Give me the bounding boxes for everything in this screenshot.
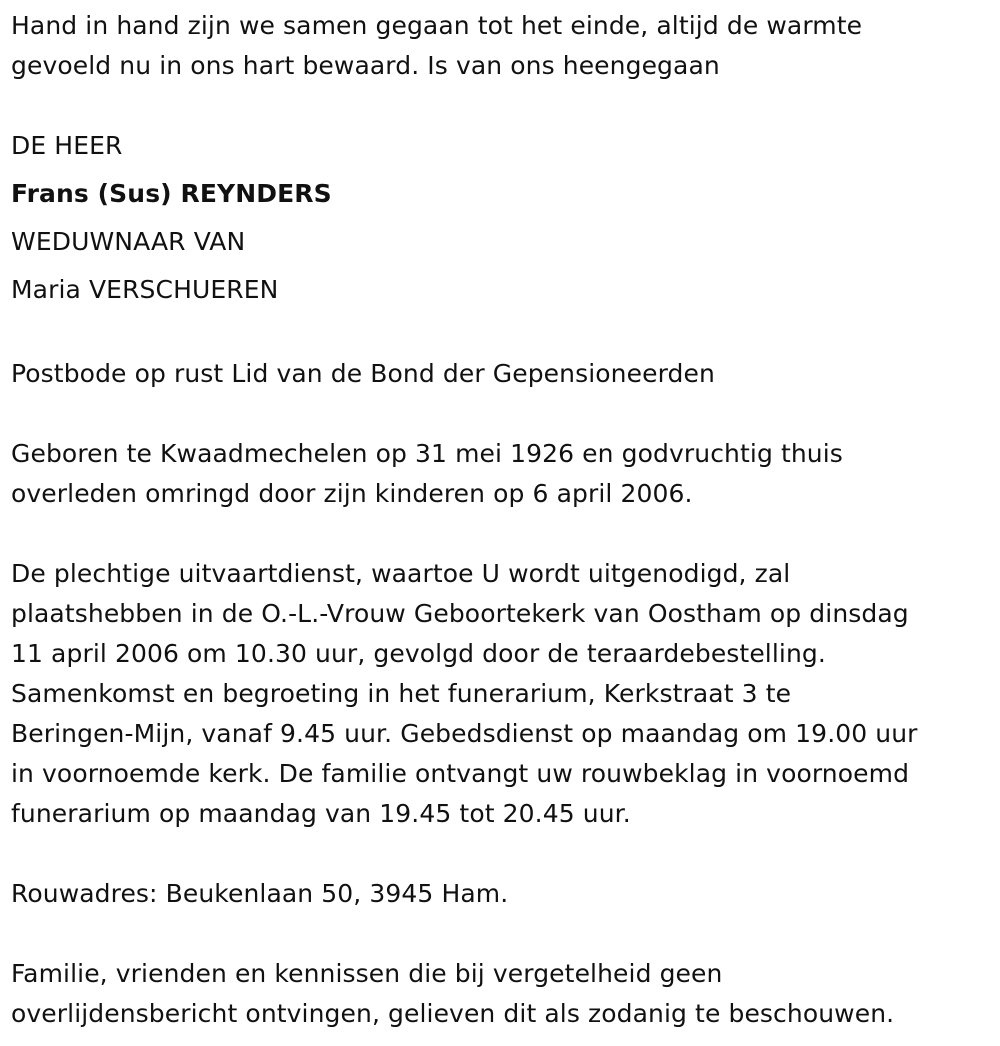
address-paragraph — [11, 874, 1000, 914]
spacer — [11, 86, 1000, 126]
spacer — [11, 514, 1000, 554]
deceased-title: DE HEER — [11, 131, 123, 160]
service-line: in voornoemde kerk. De familie ontvangt uw rouwbeklag in voornoemd — [11, 759, 910, 788]
deceased-block — [11, 122, 1000, 314]
mourning-address: Rouwadres: Beukenlaan 50, 3945 Ham. — [11, 879, 509, 908]
spacer — [11, 394, 1000, 434]
birth-death-line: Geboren te Kwaadmechelen op 31 mei 1926 en godvruchtig thuis — [11, 439, 843, 468]
intro-line: gevoeld nu in ons hart bewaard. Is van ons heengegaan — [11, 51, 720, 80]
intro-paragraph — [11, 6, 1000, 86]
spouse-name: Maria VERSCHUEREN — [11, 275, 279, 304]
birth-death-line: overleden omringd door zijn kinderen op 6 april 2006. — [11, 479, 693, 508]
service-line: Beringen-Mijn, vanaf 9.45 uur. Gebedsdienst op maandag om 19.00 uur — [11, 719, 918, 748]
occupation-line: Postbode op rust Lid van de Bond der Gepensioneerden — [11, 359, 715, 388]
service-line: funerarium op maandag van 19.45 tot 20.45 uur. — [11, 799, 631, 828]
spacer — [11, 834, 1000, 874]
intro-line: Hand in hand zijn we samen gegaan tot het einde, altijd de warmte — [11, 11, 863, 40]
birth-death-paragraph — [11, 434, 1000, 514]
service-line: Samenkomst en begroeting in het funerarium, Kerkstraat 3 te — [11, 679, 792, 708]
occupation-paragraph — [11, 354, 1000, 394]
spacer — [11, 914, 1000, 954]
relation-label: WEDUWNAAR VAN — [11, 227, 246, 256]
service-paragraph — [11, 554, 1000, 834]
closing-paragraph — [11, 954, 1000, 1034]
closing-line: overlijdensbericht ontvingen, gelieven dit als zodanig te beschouwen. — [11, 999, 895, 1028]
closing-line: Familie, vrienden en kennissen die bij vergetelheid geen — [11, 959, 723, 988]
service-line: 11 april 2006 om 10.30 uur, gevolgd door de teraardebestelling. — [11, 639, 826, 668]
service-line: plaatshebben in de O.-L.-Vrouw Geboortekerk van Oostham op dinsdag — [11, 599, 909, 628]
deceased-name: Frans (Sus) REYNDERS — [11, 179, 332, 208]
service-line: De plechtige uitvaartdienst, waartoe U wordt uitgenodigd, zal — [11, 559, 791, 588]
spacer — [11, 314, 1000, 354]
